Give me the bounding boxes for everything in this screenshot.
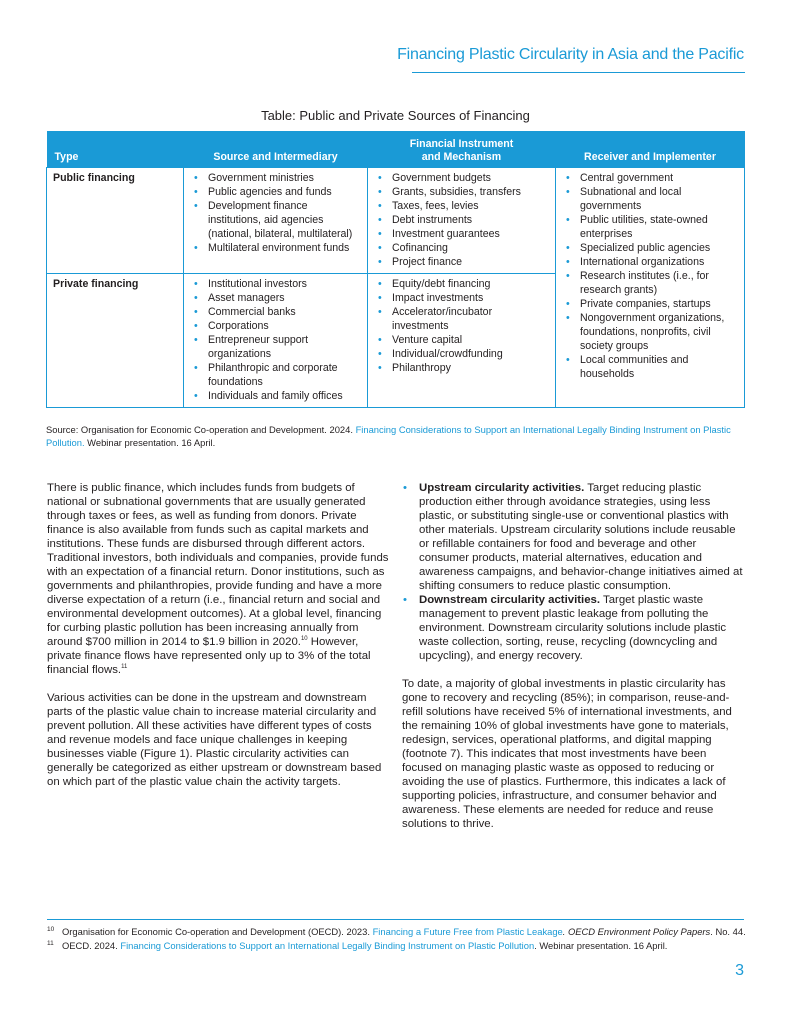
list-item: • Commercial banks [190,305,361,319]
bullet-text: Target reducing plastic production either through avoidance strategies, using less plastic, or substituting single-use or conventional plastics with other materials. Upstream circularity solutions include reusable or refillable containers for food and beverage and other consumer products, material alternatives, education and awareness campaigns, and behavior-change initiatives aimed at shifting consumers to reduce plastic consumption. [419,482,743,592]
source-prefix: Source: Organisation for Economic Co-operation and Development. 2024. [46,424,356,435]
table-source-note [46,423,746,449]
list-item: • Venture capital [374,333,549,347]
circularity-bullets [402,481,744,663]
row-type: Public financing [47,168,184,274]
footnote-italic: . OECD Environment Policy Papers [562,926,711,937]
table-header-row [47,131,745,168]
list-item: • Multilateral environment funds [190,241,361,255]
table-title: Table: Public and Private Sources of Financing [261,108,530,123]
list-item: • Public utilities, state-owned enterprises [562,213,738,241]
body-paragraph: Various activities can be done in the upstream and downstream parts of the plastic value chain to increase material circularity and prevent pollution. All these activities have different types of costs and revenue models and face unique challenges in keeping businesses viable (Figure 1). Plastic circularity activities can generally be categorized as either upstream or downstream based on which part of the plastic value chain the activity targets. [47,692,382,788]
instruments-cell [368,168,556,274]
list-item: • Subnational and local governments [562,185,738,213]
sources-list [190,171,361,255]
footnote-ref-10: 10 [300,636,308,643]
receivers-cell [556,168,745,408]
instruments-cell [368,274,556,408]
list-item: • Institutional investors [190,277,361,291]
right-text-column [402,481,744,845]
list-item: • Local communities and households [562,353,738,381]
list-item [402,593,744,663]
footnote-number: 11 [47,940,54,947]
footnote-text: OECD. 2024. [62,940,121,951]
list-item: • Specialized public agencies [562,241,738,255]
running-header-title: Financing Plastic Circularity in Asia and the Pacific [397,46,744,63]
body-paragraph [47,481,392,677]
list-item: • Corporations [190,319,361,333]
list-item: • Central government [562,171,738,185]
body-text: However, private finance flows have represented only up to 3% of the total financial flows. [47,636,371,676]
list-item: • Philanthropy [374,361,549,375]
footnote-10 [47,925,747,939]
list-item: • Nongovernment organizations, foundations, nonprofits, civil society groups [562,311,738,353]
instruments-list [374,277,549,375]
instruments-list [374,171,549,269]
page-number: 3 [735,962,744,979]
footnote-rule [47,919,744,920]
list-item: • Taxes, fees, levies [374,199,549,213]
header-source: Source and Intermediary [184,131,368,168]
header-type: Type [47,131,184,168]
body-paragraph: To date, a majority of global investments in plastic circularity has gone to recovery and recycling (85%); in comparison, reuse-and-refill solutions have received 5% of international investments, and the remaining 10% of global investments have gone to materials, redesign, services, operational platforms, and digital mapping (footnote 7). This indicates that most investments have been focused on managing plastic waste as opposed to reducing or avoiding the use of plastics. Furthermore, this indicates a lack of supporting policies, infrastructure, and consumer behavior and awareness. These elements are needed for reduce and reuse solutions to thrive. [402,678,732,830]
footnote-number: 10 [47,926,55,933]
list-item: • Cofinancing [374,241,549,255]
body-text: There is public finance, which includes funds from budgets of national or subnational governments that are usually generated through taxes or fees, as well as funding from donors. Private finance is also available from funds such as capital markets and institutions. These funds are disbursed through different actors. Traditional investors, both individuals and companies, provide funds with an expectation of a financial return. Donor institutions, such as governments and philanthropies, provide funding and have a more diverse expectation of a return (i.e., financial return and social and environmental development outcomes). At a global level, financing for curbing plastic pollution has been increasing annually from around $700 million in 2014 to $1.9 billion in 2020. [47,482,389,648]
list-item: • Individuals and family offices [190,389,361,403]
list-item: • Asset managers [190,291,361,305]
left-text-column [47,481,392,803]
list-item: • Grants, subsidies, transfers [374,185,549,199]
row-type: Private financing [47,274,184,408]
footnote-text: . No. 44. [710,926,746,937]
list-item: • Project finance [374,255,549,269]
list-item: • Debt instruments [374,213,549,227]
receivers-list [562,171,738,381]
list-item: • Government budgets [374,171,549,185]
bullet-text: Target plastic waste management to prevent plastic leakage from polluting the environment. Downstream circularity solutions include plastic waste collection, sorting, reuse, recycling (downcycling and upcycling), and energy recovery. [419,594,727,662]
footnote-link[interactable]: Financing a Future Free from Plastic Leakage [372,926,563,937]
list-item: • International organizations [562,255,738,269]
header-receiver: Receiver and Implementer [556,131,745,168]
list-item: • Public agencies and funds [190,185,361,199]
footnotes [47,925,747,953]
source-link[interactable]: Financing Considerations to Support an International Legally Binding Instrument on Plastic Pollution. [46,424,731,448]
list-item: • Individual/crowdfunding [374,347,549,361]
list-item: • Accelerator/incubator investments [374,305,549,333]
list-item: • Philanthropic and corporate foundations [190,361,361,389]
footnote-link[interactable]: Financing Considerations to Support an International Legally Binding Instrument on Plastic Pollution [120,940,535,951]
header-rule [412,72,745,73]
list-item: • Development finance institutions, aid agencies (national, bilateral, multilateral) [190,199,361,241]
sources-list [190,277,361,403]
list-item [402,481,744,593]
header-instrument-line2: and Mechanism [421,150,502,163]
list-item: • Research institutes (i.e., for research grants) [562,269,738,297]
header-instrument [368,131,556,168]
bullet-heading: Downstream circularity activities. [419,594,601,606]
sources-cell [184,168,368,274]
footnote-11 [47,939,747,953]
list-item: • Impact investments [374,291,549,305]
list-item: • Equity/debt financing [374,277,549,291]
footnote-text: Organisation for Economic Co-operation and Development (OECD). 2023. [62,926,373,937]
header-instrument-line1: Financial Instrument [409,138,514,150]
list-item: • Private companies, startups [562,297,738,311]
table-row-public [47,168,745,274]
footnote-text: . Webinar presentation. 16 April. [534,940,668,951]
sources-cell [184,274,368,408]
list-item: • Entrepreneur support organizations [190,333,361,361]
financing-table [46,131,745,408]
list-item: • Investment guarantees [374,227,549,241]
bullet-heading: Upstream circularity activities. [419,482,585,494]
source-suffix: Webinar presentation. 16 April. [84,437,216,448]
footnote-ref-11: 11 [121,664,128,671]
list-item: • Government ministries [190,171,361,185]
